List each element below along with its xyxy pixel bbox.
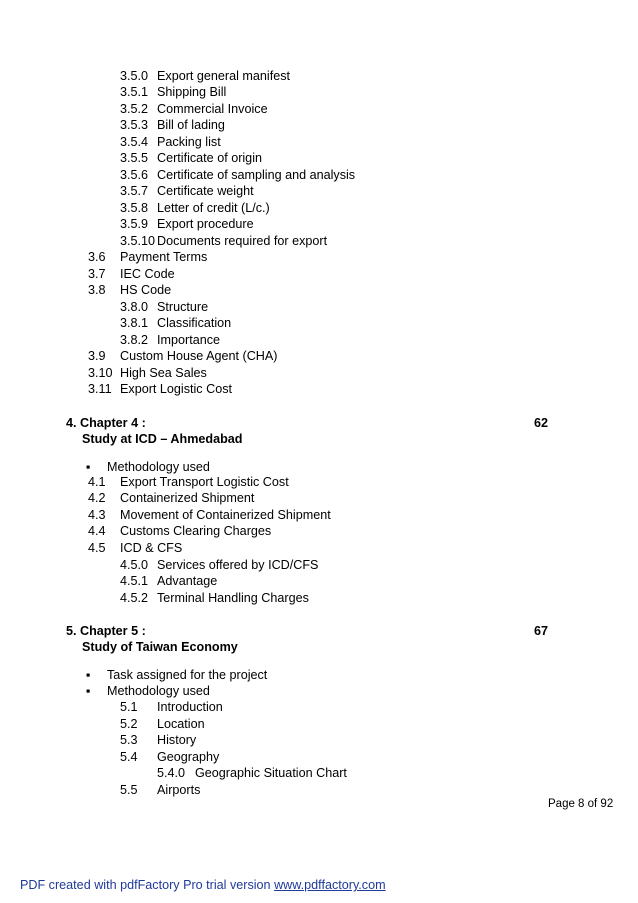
toc-entry xyxy=(120,332,220,348)
entry-title: Location xyxy=(157,717,205,731)
entry-title: Terminal Handling Charges xyxy=(157,591,309,605)
entry-number: 3.8.2 xyxy=(120,333,149,347)
entry-title: Certificate of origin xyxy=(157,151,262,165)
entry-title: Services offered by ICD/CFS xyxy=(157,558,319,572)
entry-number: 3.10 xyxy=(88,366,113,380)
entry-number: 5.1 xyxy=(120,700,138,714)
entry-number: 3.5.5 xyxy=(120,151,149,165)
entry-title: History xyxy=(157,733,197,747)
toc-entry xyxy=(88,507,331,523)
entry-title: Export procedure xyxy=(157,217,254,231)
toc-bullet-entry xyxy=(86,459,210,475)
toc-entry xyxy=(88,249,207,265)
entry-title: Documents required for export xyxy=(157,234,328,248)
entry-title: Structure xyxy=(157,300,209,314)
chapter-title: Study of Taiwan Economy xyxy=(82,640,238,654)
toc-entry xyxy=(120,150,262,166)
footer-link[interactable]: www.pdffactory.com xyxy=(274,878,386,892)
toc-entry xyxy=(120,716,205,732)
entry-title: Custom House Agent (CHA) xyxy=(120,349,278,363)
toc-entry xyxy=(120,167,355,183)
entry-number: 5.4 xyxy=(120,750,138,764)
chapter-title: Study at ICD – Ahmedabad xyxy=(82,432,243,446)
toc-entry xyxy=(120,183,254,199)
toc-entry xyxy=(88,523,271,539)
toc-entry xyxy=(120,299,208,315)
entry-title: Advantage xyxy=(157,574,218,588)
entry-title: High Sea Sales xyxy=(120,366,207,380)
entry-title: HS Code xyxy=(120,283,172,297)
bullet-icon: ▪ xyxy=(86,460,91,474)
bullet-icon: ▪ xyxy=(86,668,91,682)
toc-entry xyxy=(120,749,219,765)
entry-number: 4.1 xyxy=(88,475,106,489)
entry-title: Letter of credit (L/c.) xyxy=(157,201,270,215)
toc-entry xyxy=(120,68,290,84)
entry-title: IEC Code xyxy=(120,267,175,281)
toc-entry xyxy=(120,573,217,589)
toc-entry xyxy=(120,134,221,150)
toc-entry xyxy=(120,699,223,715)
toc-entry xyxy=(120,101,268,117)
entry-number: 3.8.1 xyxy=(120,316,149,330)
page-number: Page 8 of 92 xyxy=(548,798,614,810)
entry-number: 4.2 xyxy=(88,491,106,505)
footer-text: PDF created with pdfFactory Pro trial version xyxy=(20,878,275,892)
entry-number: 3.8 xyxy=(88,283,106,297)
entry-title: Geography xyxy=(157,750,220,764)
toc-entry xyxy=(120,200,270,216)
toc-entry xyxy=(88,540,182,556)
toc-entry xyxy=(120,233,327,249)
entry-number: 5.4.0 xyxy=(157,766,186,780)
toc-entry xyxy=(120,590,309,606)
entry-number: 3.5.9 xyxy=(120,217,149,231)
entry-title: Export general manifest xyxy=(157,69,291,83)
chapter-heading: 5. Chapter 5 : xyxy=(66,624,146,638)
pdf-footer xyxy=(20,878,386,892)
chapter-page-number: 67 xyxy=(534,624,549,638)
bullet-icon: ▪ xyxy=(86,684,91,698)
toc-entry xyxy=(88,266,175,282)
toc-entry xyxy=(88,348,277,364)
chapter-heading: 4. Chapter 4 : xyxy=(66,416,146,430)
entry-number: 4.5.1 xyxy=(120,574,149,588)
entry-title: ICD & CFS xyxy=(120,541,183,555)
toc-entry xyxy=(120,557,318,573)
toc-entry xyxy=(120,117,225,133)
entry-number: 3.7 xyxy=(88,267,106,281)
entry-number: 3.5.0 xyxy=(120,69,149,83)
toc-entry xyxy=(88,381,232,397)
toc-bullet-entry xyxy=(86,683,210,699)
entry-title: Importance xyxy=(157,333,220,347)
entry-number: 4.3 xyxy=(88,508,106,522)
entry-title: Export Transport Logistic Cost xyxy=(120,475,289,489)
toc-entry xyxy=(120,732,196,748)
entry-number: 3.9 xyxy=(88,349,106,363)
entry-number: 3.5.8 xyxy=(120,201,149,215)
entry-title: Introduction xyxy=(157,700,223,714)
entry-number: 3.8.0 xyxy=(120,300,149,314)
toc-bullet-entry xyxy=(86,667,267,683)
entry-number: 5.5 xyxy=(120,783,138,797)
entry-title: Movement of Containerized Shipment xyxy=(120,508,331,522)
entry-title: Containerized Shipment xyxy=(120,491,255,505)
entry-title: Export Logistic Cost xyxy=(120,382,232,396)
toc-entry xyxy=(120,782,200,798)
entry-number: 4.5.0 xyxy=(120,558,149,572)
chapter-page-number: 62 xyxy=(534,416,549,430)
toc-entry xyxy=(88,282,171,298)
toc-entry xyxy=(88,365,207,381)
toc-entry xyxy=(120,84,226,100)
entry-number: 3.11 xyxy=(88,382,112,396)
toc-entry xyxy=(157,765,347,781)
toc-entry xyxy=(120,216,254,232)
entry-number: 5.2 xyxy=(120,717,138,731)
entry-title: Certificate weight xyxy=(157,184,254,198)
entry-number: 3.5.6 xyxy=(120,168,149,182)
entry-title: Payment Terms xyxy=(120,250,208,264)
entry-title: Shipping Bill xyxy=(157,85,227,99)
entry-title: Commercial Invoice xyxy=(157,102,268,116)
toc-entry xyxy=(88,490,254,506)
entry-number: 3.5.7 xyxy=(120,184,149,198)
toc-entry xyxy=(88,474,289,490)
entry-title: Task assigned for the project xyxy=(107,668,268,682)
entry-number: 3.5.2 xyxy=(120,102,149,116)
entry-number: 3.5.4 xyxy=(120,135,149,149)
entry-number: 3.6 xyxy=(88,250,106,264)
toc-entry xyxy=(120,315,231,331)
entry-number: 4.5 xyxy=(88,541,106,555)
entry-number: 5.3 xyxy=(120,733,138,747)
entry-number: 3.5.3 xyxy=(120,118,149,132)
entry-title: Methodology used xyxy=(107,460,210,474)
entry-number: 4.4 xyxy=(88,524,106,538)
entry-title: Packing list xyxy=(157,135,221,149)
entry-title: Certificate of sampling and analysis xyxy=(157,168,356,182)
entry-title: Classification xyxy=(157,316,232,330)
entry-number: 3.5.1 xyxy=(120,85,149,99)
entry-title: Customs Clearing Charges xyxy=(120,524,272,538)
entry-title: Bill of lading xyxy=(157,118,225,132)
entry-number: 4.5.2 xyxy=(120,591,149,605)
entry-title: Geographic Situation Chart xyxy=(195,766,347,780)
entry-title: Airports xyxy=(157,783,201,797)
entry-number: 3.5.10 xyxy=(120,234,156,248)
entry-title: Methodology used xyxy=(107,684,210,698)
